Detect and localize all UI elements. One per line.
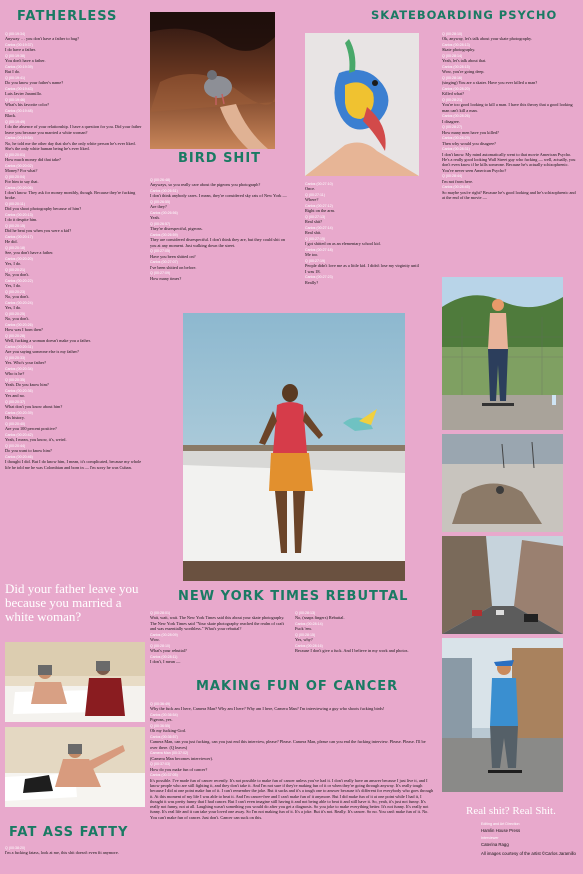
speaker-timestamp: Q (00:37:03): [150, 762, 171, 767]
interview-line: Did he beat you when you were a kid?: [5, 228, 72, 234]
interview-line: It's possible. I've made fun of cancer recently. It's not possible to make fun of cancer unless you've had it. I don't really have an answer because I just live it, and I know people who are still fighting it, and they don't take it. And I'm not sure if they're making fun of it or when they're going through anyway. It's really tough because I did at one point make fun of it. I can't remember the joke. But it sucks and it's a tough one to answer because it's different for everybody who goes through it. At this moment of my life I was able to beat it. And I'm cancer-free and I can't make fun of it anymore. But I did make fun of it at one point while I had it, I thought it was pretty funny that I had cancer. But I can't even imagine still having it and not being able to beat it and still have it. So, yeah, it's just not funny. It's really not funny, not at all. Laughing wasn't something you would do after you get a diagnosis. So you joke to make everything better. It's not funny. It's really not funny. It's real life and it can take your loved one away. So I'm not making fun of it. It's a joke. But it's not. Really. It's cancer. So no. You can't make fun of it. No. You can't make fun of cancer. Just don't. Cancer can suck on this.: [150, 777, 434, 820]
interview-line: So maybe you're right? Because he's good looking and he's schizophrenic and at the end of the movie —: [442, 189, 576, 200]
interview-line: I do the absence of your relationship. I have a question for you. Did your father leave you because you married a white woman?: [5, 124, 142, 135]
interview-entry: [5, 224, 143, 234]
pullquote-left: Did your father leave you because you married a white woman?: [5, 581, 139, 624]
interview-line: Wait, wait, wait. The New York Times said this about your skate photography. The New York Times said "Your skate photography reached the realm of craft and was essentially worthless." What's your rebuttal?: [150, 615, 285, 631]
speaker-timestamp: Carlos (00:27:10): [305, 182, 333, 186]
interview-entry: [442, 65, 576, 75]
interview-line: Really?: [305, 279, 319, 285]
interview-entry: [305, 215, 419, 225]
speaker-timestamp: Q (00:20:01): [5, 152, 26, 157]
speaker-timestamp: Carlos (00:28:13): [442, 43, 470, 47]
interview-entry: [295, 644, 425, 654]
heading-bird-shit: BIRD SHIT: [178, 151, 262, 166]
speaker-timestamp: Carlos (00:20:13): [5, 212, 33, 217]
interview-line: Yes, I do.: [5, 283, 22, 289]
speaker-timestamp: Carlos (00:26:59): [150, 233, 178, 237]
interview-line: I disagree.: [442, 118, 460, 124]
interview-line: Did you shoot photography because of him?: [5, 206, 82, 212]
interview-line: Money? For what?: [5, 168, 38, 173]
interview-line: Yeah.: [150, 215, 160, 221]
interview-line: Skate photography.: [442, 47, 476, 53]
interview-line: I don't think anybody cares. I mean, they're considered sky rats of New York —: [150, 193, 287, 199]
interview-line: I'm a fucking fatass, look at me, this shit doesn't even fit anymore.: [5, 850, 119, 856]
interview-entry: [305, 182, 419, 192]
interview-entry: [442, 147, 576, 173]
interview-line: What's your rebuttal?: [150, 648, 187, 653]
fatherless-interview: [5, 32, 143, 572]
interview-entry: [442, 76, 576, 86]
interview-entry: [442, 87, 576, 97]
interview-line: You don't have a father.: [5, 58, 46, 64]
interview-entry: [150, 735, 434, 750]
speaker-timestamp: Carlos (00:20:39): [5, 410, 33, 415]
speaker-timestamp: Q (00:20:11): [5, 201, 25, 206]
interview-line: No, he told me the other day that she's the only white person he's ever liked. She's the only white human being he's ever liked.: [5, 140, 136, 151]
interview-line: Oh my fucking-God.: [150, 728, 186, 734]
interview-entry: [5, 76, 143, 86]
speaker-timestamp: Carlos (00:19:39): [5, 65, 33, 69]
interview-line: Anyway … you don't have a father to hug?: [5, 36, 80, 42]
cancer-interview: [150, 702, 434, 868]
interview-entry: [5, 290, 143, 300]
interview-line: I got shitted on as an elementary school kid.: [305, 241, 381, 247]
speaker-timestamp: Q (00:28:16): [442, 76, 463, 80]
interview-entry: [295, 633, 425, 643]
speaker-timestamp: Q (00:36:49): [150, 702, 171, 706]
credits: [481, 822, 581, 857]
interview-entry: [5, 301, 143, 311]
speaker-timestamp: Carlos (00:20:17): [5, 234, 33, 239]
interview-line: (singing) You are a skater. Have you ever killed a man?: [442, 80, 538, 86]
interview-entry: [5, 345, 143, 355]
interview-entry: [150, 724, 434, 734]
speaker-timestamp: Carlos (00:37:05): [150, 773, 178, 778]
speaker-timestamp: Q (00:28:27): [442, 125, 463, 130]
interview-line: Right on the arm.: [305, 208, 336, 214]
interview-line: I do it despite him.: [5, 217, 38, 223]
interview-line: Yes and no.: [5, 393, 25, 399]
interview-entry: [150, 249, 292, 259]
speaker-timestamp: Q (00:27:05): [150, 249, 171, 254]
interview-entry: [5, 98, 143, 108]
speaker-timestamp: Q (00:28:10): [442, 32, 463, 36]
interview-entry: [442, 54, 576, 64]
speaker-timestamp: Carlos (00:27:18): [305, 248, 333, 252]
speaker-timestamp: Carlos (00:36:54): [150, 713, 178, 717]
pullquote-right: Real shit? Real Shit.: [466, 805, 556, 817]
interview-entry: [442, 125, 576, 135]
interview-entry: [150, 189, 292, 199]
interview-line: Yes, I do.: [5, 305, 22, 311]
interview-line: Yes. Who's your father?: [5, 360, 47, 366]
bedroom-scene-photo-2: [5, 727, 145, 807]
interview-entry: [150, 644, 288, 654]
skater-standing-photo: [442, 638, 563, 792]
interview-line: I thought I did. But I do know him, I mean, it's complicated, because my whole life he told me he was Colombian and born in — I'm sorry he was Cuban.: [5, 459, 142, 470]
interview-entry: [5, 444, 143, 454]
interview-entry: [150, 222, 292, 232]
interview-line: But I do.: [5, 69, 21, 75]
interview-line: People didn't love me as a little kid. I didn't lose my virginity until I was 18.: [305, 263, 419, 274]
speaker-timestamp: Q (00:20:23): [5, 289, 26, 294]
interview-entry: [442, 114, 576, 124]
interview-line: He did.: [5, 239, 18, 245]
interview-entry: [150, 271, 292, 281]
interview-entry: [5, 235, 143, 245]
interview-entry: [295, 622, 425, 632]
speaker-timestamp: Carlos (00:28:16): [295, 644, 323, 648]
interview-line: Then why would you disagree?: [442, 140, 496, 146]
interview-line: How many men have you killed?: [442, 129, 499, 135]
heading-fatherless: FATHERLESS: [17, 9, 118, 24]
bird-shit-interview-continued: [305, 182, 419, 310]
speaker-timestamp: Carlos (00:20:24): [5, 300, 33, 305]
interview-entry: [442, 136, 576, 146]
interview-line: Anyways, so you really care about the pigeons you photograph?: [150, 182, 261, 188]
interview-entry: [5, 120, 143, 135]
credit-images: All images courtesy of the artist ©Carlos Jaramillo: [481, 851, 576, 857]
interview-line: No, you don't.: [5, 294, 30, 300]
speaker-timestamp: Q (00:20:33): [5, 355, 26, 360]
speaker-timestamp: Carlos (00:20:20): [5, 256, 33, 261]
interview-entry: [150, 713, 434, 723]
interview-entry: [305, 226, 419, 236]
speaker-timestamp: Carlos (00:28:26): [442, 114, 470, 119]
speaker-timestamp: Q (00:20:18): [5, 245, 26, 250]
speaker-timestamp: Q (00:27:11): [305, 193, 325, 197]
speaker-timestamp: Q (00:27:09): [150, 271, 171, 276]
interview-line: No, (snaps fingers) Rebuttal.: [295, 615, 345, 621]
speaker-timestamp: Q (00:28:21): [442, 98, 463, 102]
interview-line: Yes, why?: [295, 637, 313, 643]
interview-line: Yeah, I mean, you know, it's, weird.: [5, 437, 67, 443]
interview-entry: [5, 389, 143, 399]
speaker-timestamp: Carlos (00:28:31): [442, 147, 470, 152]
speaker-timestamp: Q (00:20:25): [5, 311, 26, 316]
interview-entry: [305, 259, 419, 274]
interview-line: I've been shitted on before.: [150, 264, 197, 270]
speaker-timestamp: Carlos (00:20:06): [5, 185, 33, 190]
nyt-interview-continued: [295, 611, 425, 675]
city-street-photo: [442, 536, 563, 634]
interview-line: They're disrespectful, pigeons.: [150, 226, 203, 232]
interview-entry: [5, 367, 143, 377]
interview-entry: [150, 260, 292, 270]
interview-entry: [5, 186, 143, 201]
interview-line: Do you want to know him?: [5, 448, 52, 454]
interview-entry: [5, 356, 143, 366]
fat-ass-fatty-interview: [5, 846, 143, 868]
speaker-timestamp: Carlos (00:28:14): [295, 622, 323, 626]
interview-entry: [305, 204, 419, 214]
interview-line: I'm not from here.: [442, 178, 474, 184]
interview-line: (Camera Man becomes interviewer).: [150, 755, 213, 761]
speaker-timestamp: Carlos (00:19:54): [5, 136, 33, 141]
speaker-timestamp: Q (00:20:35): [5, 377, 26, 382]
interview-entry: [5, 109, 143, 119]
interview-line: I do have a father.: [5, 47, 36, 53]
interview-line: I don't know. My mind automatically went to that movie American Psycho. He's a really good looking Wall Street guy who fucking — well, actually, you don't even know if he kills someone. Because he's actually schizophrenic. You've never seen American Psycho?: [442, 151, 576, 173]
interview-line: Are you 100 percent positive?: [5, 426, 57, 432]
speaker-timestamp: Carlos (00:28:29): [442, 136, 470, 141]
interview-entry: [442, 43, 576, 53]
speaker-timestamp: Q (00:28:13): [295, 611, 316, 615]
interview-entry: [150, 773, 434, 820]
heading-fat-ass-fatty: FAT ASS FATTY: [9, 825, 129, 840]
interview-line: Black.: [5, 113, 17, 119]
interview-line: Fuck 'em.: [295, 626, 312, 632]
interview-line: You're too good looking to kill a man. I have this theory that a good looking man can't kill a man.: [442, 102, 573, 113]
speaker-timestamp: Carlos (00:20:34): [5, 366, 33, 371]
interview-line: Real shit.: [305, 230, 322, 236]
interview-entry: [150, 178, 292, 188]
interview-line: I don't, I mean —: [150, 659, 181, 664]
interview-entry: [5, 846, 143, 856]
interview-entry: [150, 200, 292, 210]
speaker-timestamp: Q (00:19:49): [5, 120, 26, 124]
speaker-timestamp: Camera Man (00:37:02): [150, 751, 189, 756]
interview-line: Do you know your father's name?: [5, 80, 64, 86]
interview-entry: [5, 164, 143, 174]
speaker-timestamp: Carlos (00:28:09): [150, 632, 178, 637]
credit-editing-label: Editing and Art Direction: [481, 822, 520, 826]
speaker-timestamp: Q (00:20:15): [5, 223, 26, 228]
interview-line: Yeah. Do you know him?: [5, 382, 49, 388]
speaker-timestamp: Q (00:20:28): [5, 333, 26, 338]
speaker-timestamp: Q (00:38:20): [5, 846, 26, 850]
interview-line: Have you been shitted on?: [150, 253, 196, 259]
credit-editing: Hamlin House Press: [481, 827, 521, 833]
speaker-timestamp: Q (00:36:55): [150, 724, 171, 728]
interview-entry: [5, 279, 143, 289]
interview-entry: [5, 400, 143, 410]
speaker-timestamp: Q (00:20:37): [5, 399, 26, 404]
interview-entry: [5, 312, 143, 322]
speaker-timestamp: Carlos (00:27:14): [305, 226, 333, 230]
heading-nyt-rebuttal: NEW YORK TIMES REBUTTAL: [178, 589, 409, 604]
interview-entry: [5, 87, 143, 97]
interview-line: What's his favorite color?: [5, 102, 50, 108]
speaker-timestamp: Carlos (00:20:26): [5, 322, 33, 327]
interview-line: How much money did that take?: [5, 157, 61, 162]
shirtless-skater-photo: [442, 277, 563, 430]
interview-line: Killed what?: [442, 91, 465, 97]
interview-entry: [150, 655, 288, 665]
speaker-timestamp: Carlos (00:28:15): [442, 65, 470, 69]
interview-line: Well, fucking a woman doesn't make you a father.: [5, 338, 91, 344]
woman-on-rooftop-photo: [183, 313, 405, 581]
speaker-timestamp: Carlos (00:27:07): [150, 260, 178, 265]
interview-entry: [5, 54, 143, 64]
speaker-timestamp: Q (00:20:40): [5, 421, 26, 426]
interview-entry: [5, 323, 143, 333]
interview-entry: [150, 611, 288, 631]
speaker-timestamp: Carlos (00:20:46): [5, 454, 33, 459]
speaker-timestamp: Carlos (00:28:45): [442, 185, 470, 190]
speaker-timestamp: Q (00:19:46): [5, 98, 26, 102]
interview-entry: [5, 246, 143, 256]
interview-entry: [5, 422, 143, 432]
interview-entry: [305, 193, 419, 203]
interview-entry: [5, 136, 143, 151]
interview-line: Ok, anyway, let's talk about your skate photography.: [442, 36, 532, 42]
speaker-timestamp: Carlos (00:26:51): [150, 189, 178, 193]
interview-entry: [5, 153, 143, 163]
interview-line: How do you make fun of cancer?: [150, 766, 208, 772]
interview-entry: [150, 751, 434, 761]
interview-entry: [442, 32, 576, 42]
speaker-timestamp: Carlos (00:27:23): [305, 275, 333, 280]
interview-entry: [5, 433, 143, 443]
speaker-timestamp: Q (00:28:14): [442, 54, 463, 58]
speaker-timestamp: Carlos (00:26:56): [150, 211, 178, 215]
interview-entry: [5, 334, 143, 344]
speaker-timestamp: Q (00:27:19): [305, 259, 326, 263]
speaker-timestamp: Carlos (00:27:12): [305, 204, 333, 208]
speaker-timestamp: Carlos (00:19:37): [5, 43, 33, 47]
speaker-timestamp: Q (00:28:01): [150, 611, 171, 615]
interview-entry: [5, 43, 143, 53]
interview-entry: [5, 268, 143, 278]
speaker-timestamp: Q (00:28:15): [295, 633, 316, 637]
speaker-timestamp: Carlos (00:20:02): [5, 163, 33, 168]
speaker-timestamp: Q (00:27:13): [305, 215, 326, 219]
credit-interviewer: Caterina Ragg: [481, 841, 509, 847]
interview-line: Are you saying someone else is my father?: [5, 349, 79, 355]
speaker-timestamp: Carlos (00:36:57): [150, 735, 178, 739]
heading-skateboarding-psycho: SKATEBOARDING PSYCHO: [371, 8, 558, 22]
speaker-timestamp: Q (00:26:57): [150, 222, 171, 226]
interview-entry: [305, 237, 419, 247]
bird-shit-interview: [150, 178, 292, 310]
speaker-timestamp: Carlos (00:19:43): [5, 87, 33, 91]
interview-line: Who is he?: [5, 371, 25, 377]
interview-entry: [150, 633, 288, 643]
interview-entry: [442, 185, 576, 200]
speaker-timestamp: Q (00:28:10): [150, 643, 171, 648]
speaker-timestamp: Q (00:28:44): [442, 174, 463, 179]
interview-line: Pigeons, yes.: [150, 717, 173, 723]
interview-line: What don't you know about him?: [5, 404, 63, 410]
interview-line: Yeah, let's talk about that.: [442, 58, 487, 64]
interview-entry: [150, 211, 292, 221]
interview-entry: [442, 98, 576, 113]
interview-line: Why the fuck am I here, Camera Man? Why am I here? Why am I here, Camera Man? I'm interviewing a guy who shoots fucking birds!: [150, 706, 385, 712]
interview-entry: [150, 702, 434, 712]
speaker-timestamp: Q (00:26:55): [150, 200, 171, 204]
skateboarding-interview: [442, 32, 576, 276]
parrot-hand-photo: [305, 33, 419, 176]
interview-line: How was I born then?: [5, 327, 43, 333]
interview-entry: [5, 378, 143, 388]
interview-entry: [5, 411, 143, 421]
interview-entry: [442, 174, 576, 184]
interview-line: For him to say that.: [5, 179, 39, 184]
interview-entry: [5, 175, 143, 185]
speaker-timestamp: Q (00:19:41): [5, 76, 26, 80]
interview-entry: [305, 275, 419, 285]
interview-line: They are considered disrespectful. I don't think they are, but they could shit on you at any moment. Just walking down the street.: [150, 237, 286, 248]
interview-entry: [5, 65, 143, 75]
interview-line: No, you don't.: [5, 272, 30, 278]
speaker-timestamp: Carlos (00:19:48): [5, 109, 33, 113]
speaker-timestamp: Q (00:27:15): [305, 237, 326, 241]
heading-making-fun-of-cancer: MAKING FUN OF CANCER: [196, 679, 399, 694]
interview-entry: [5, 32, 143, 42]
speaker-timestamp: Carlos (00:28:20): [442, 87, 470, 91]
interview-line: Luis Javier Jaramillo.: [5, 91, 43, 97]
speaker-timestamp: Carlos (00:20:22): [5, 278, 33, 283]
nyt-interview: [150, 611, 288, 675]
interview-line: How many times?: [150, 275, 182, 281]
interview-line: No, you don't.: [5, 316, 30, 322]
interview-line: Once.: [305, 186, 316, 192]
interview-line: Where?: [305, 197, 319, 203]
interview-line: Wow, you're going deep.: [442, 69, 485, 75]
interview-line: See, you don't have a father.: [5, 250, 54, 256]
speaker-timestamp: Q (00:20:21): [5, 267, 26, 272]
interview-line: His history.: [5, 415, 25, 421]
interview-line: Camera Man, can you just fucking, can you just end this interview, please? Please. Camera Man, please can you end the fucking interview. Please. Please. I'll be over there. (Q leaves): [150, 739, 426, 750]
interview-line: Because I don't give a fuck. And I believe in my work and photos.: [295, 648, 409, 654]
interview-entry: [5, 202, 143, 212]
interview-line: Yes, I do.: [5, 261, 22, 267]
interview-entry: [5, 455, 143, 470]
interview-entry: [5, 257, 143, 267]
speaker-timestamp: Q (00:20:44): [5, 443, 26, 448]
speaker-timestamp: Carlos (00:20:31): [5, 344, 33, 349]
interview-entry: [295, 611, 425, 621]
interview-line: Wow.: [150, 637, 160, 642]
pigeon-hand-photo: [150, 12, 275, 149]
interview-entry: [150, 233, 292, 248]
interview-line: Are they?: [150, 204, 167, 210]
speaker-timestamp: Carlos (00:20:36): [5, 388, 33, 393]
speaker-timestamp: Q (00:20:04): [5, 174, 26, 179]
interview-entry: [5, 213, 143, 223]
interview-line: I don't know. They ask for money monthly, though. Because they're fucking broke.: [5, 190, 136, 201]
interview-line: Me too.: [305, 252, 319, 258]
skate-park-photo: [442, 434, 563, 532]
interview-entry: [305, 248, 419, 258]
speaker-timestamp: Q (00:19:34): [5, 32, 26, 36]
speaker-timestamp: Carlos (00:28:11): [150, 654, 178, 659]
speaker-timestamp: Carlos (00:20:42): [5, 432, 33, 437]
credit-interviewer-label: Interviewer: [481, 836, 499, 841]
speaker-timestamp: Q (00:19:38): [5, 54, 26, 58]
bedroom-scene-photo-1: [5, 642, 145, 722]
interview-line: Real shit?: [305, 219, 323, 225]
interview-entry: [150, 762, 434, 772]
speaker-timestamp: Q (00:26:48): [150, 178, 171, 182]
